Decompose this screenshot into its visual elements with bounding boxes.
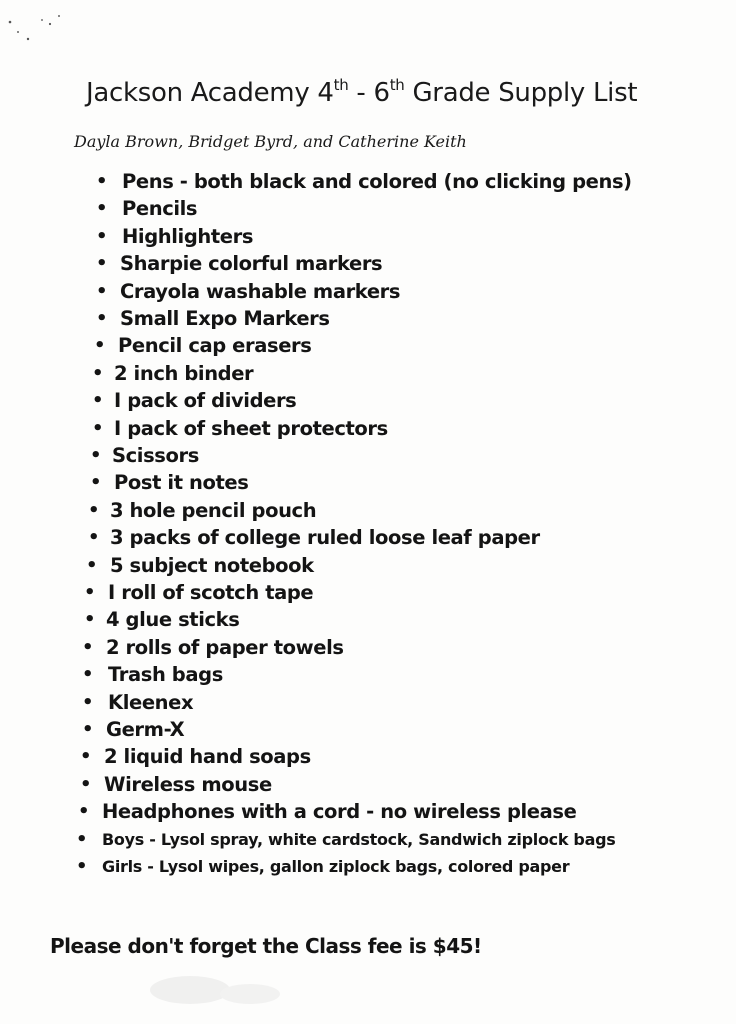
supply-item-text: Girls - Lysol wipes, gallon ziplock bags, colored paper [102, 857, 570, 876]
bullet-icon: • [88, 499, 100, 521]
supply-item-text: Sharpie colorful markers [120, 252, 383, 276]
supply-item-text: Highlighters [122, 224, 254, 248]
bullet-icon: • [92, 362, 104, 384]
supply-item-text: Small Expo Markers [120, 307, 330, 330]
paper-smudge [130, 960, 330, 1020]
bullet-icon: • [82, 664, 94, 686]
title-mid: - 6 [348, 78, 390, 108]
page-title [86, 78, 706, 108]
supply-item-text: 2 liquid hand soaps [104, 745, 311, 769]
class-fee-note: Please don't forget the Class fee is $45! [50, 934, 482, 958]
bullet-icon: • [82, 719, 94, 740]
supply-item-text: Pencil cap erasers [118, 334, 312, 358]
supply-item-text: I roll of scotch tape [108, 581, 314, 604]
supply-item-text: Pens - both black and colored (no clicking pens) [122, 170, 632, 193]
bullet-icon: • [82, 636, 94, 658]
supply-item-text: Pencils [122, 197, 198, 221]
title-prefix: Jackson Academy 4 [86, 78, 334, 108]
title-superscript-2: th [389, 76, 405, 94]
bullet-icon: • [90, 472, 102, 494]
bullet-icon: • [96, 171, 108, 192]
supply-item-text: Wireless mouse [104, 772, 272, 796]
supply-item-text: 2 inch binder [114, 361, 254, 385]
bullet-icon: • [90, 445, 102, 466]
supply-item-text: 4 glue sticks [106, 608, 240, 632]
bullet-icon: • [92, 417, 104, 439]
bullet-icon: • [84, 609, 96, 631]
bullet-icon: • [80, 773, 92, 795]
supply-item-text: Kleenex [108, 690, 194, 714]
title-suffix: Grade Supply List [404, 78, 638, 108]
bullet-icon: • [96, 253, 108, 275]
supply-item-text: Crayola washable markers [120, 279, 401, 303]
supply-item-text: Germ-X [106, 718, 185, 741]
supply-item-text: Post it notes [114, 471, 249, 495]
bullet-icon: • [88, 527, 100, 549]
supply-item-text: I pack of sheet protectors [114, 416, 388, 440]
supply-item-text: 3 packs of college ruled loose leaf paper [110, 526, 540, 550]
bullet-icon: • [80, 746, 92, 768]
bullet-icon: • [82, 691, 94, 713]
supply-item-text: I pack of dividers [114, 389, 297, 413]
supply-item-text: 3 hole pencil pouch [110, 498, 317, 522]
bullet-icon: • [94, 335, 106, 357]
bullet-icon: • [96, 308, 108, 329]
bullet-icon: • [86, 554, 98, 576]
authors-line: Dayla Brown, Bridget Byrd, and Catherine Keith [74, 132, 467, 151]
bullet-icon: • [96, 198, 108, 220]
paper-specks [4, 8, 74, 48]
bullet-icon: • [92, 390, 104, 412]
bullet-icon: • [84, 582, 96, 603]
bullet-icon: • [76, 828, 88, 850]
bullet-icon: • [76, 856, 88, 877]
title-superscript-1: th [333, 76, 349, 94]
bullet-icon: • [96, 225, 108, 247]
supply-item-text: Headphones with a cord - no wireless please [102, 800, 577, 824]
supply-item-text: 2 rolls of paper towels [106, 635, 344, 659]
bullet-icon: • [78, 801, 90, 823]
supply-item-text: Boys - Lysol spray, white cardstock, Sandwich ziplock bags [102, 829, 616, 849]
supply-item-text: Trash bags [108, 663, 223, 687]
bullet-icon: • [96, 280, 108, 302]
supply-item-text: Scissors [112, 444, 199, 467]
supply-item-text: 5 subject notebook [110, 553, 314, 577]
